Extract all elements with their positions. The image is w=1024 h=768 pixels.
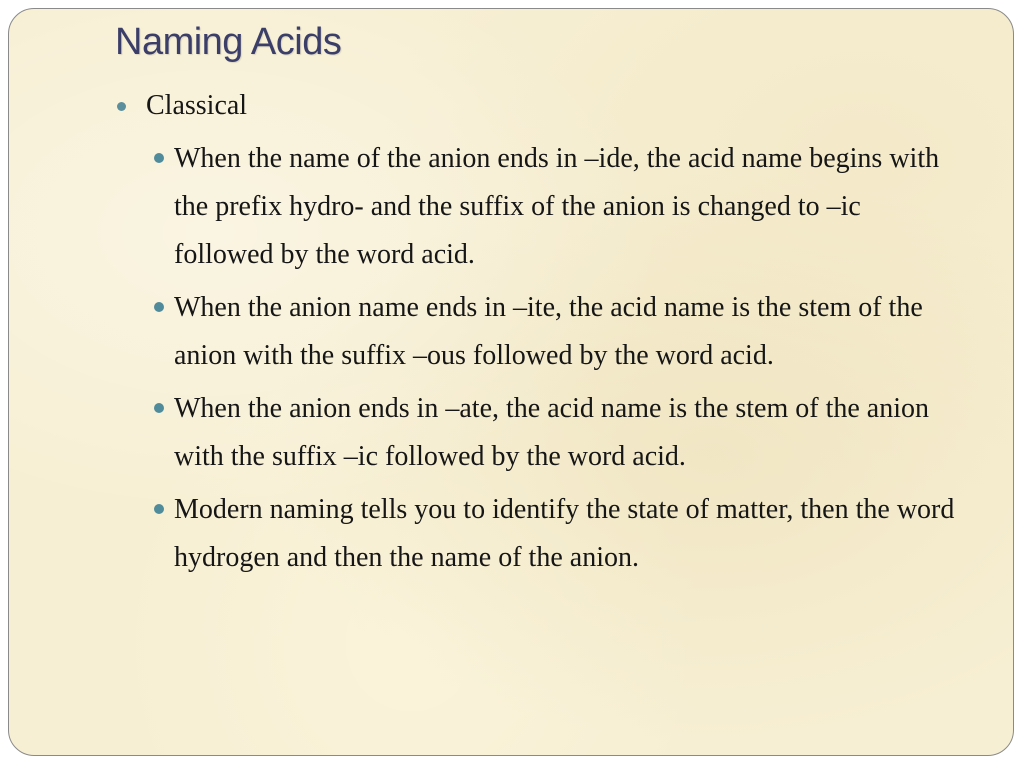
sub-bullet-text: When the anion name ends in –ite, the acid name is the stem of the anion with the suffix –ous followed by the word acid. bbox=[174, 292, 923, 371]
bullet-classical bbox=[117, 89, 977, 123]
sub-bullet-list bbox=[154, 135, 977, 582]
sub-bullet-dot-icon bbox=[154, 504, 164, 514]
sub-bullet-text: When the name of the anion ends in –ide, the acid name begins with the prefix hydro- and the suffix of the anion is changed to –ic followed by the word acid. bbox=[174, 143, 940, 270]
sub-bullet-dot-icon bbox=[154, 153, 164, 163]
sub-bullet-dot-icon bbox=[154, 302, 164, 312]
sub-bullet-text: When the anion ends in –ate, the acid name is the stem of the anion with the suffix –ic followed by the word acid. bbox=[174, 393, 929, 472]
slide-title: Naming Acids bbox=[115, 21, 342, 63]
bullet-dot-icon bbox=[117, 102, 126, 111]
slide-content bbox=[117, 89, 977, 587]
bullet-text: Classical bbox=[146, 90, 248, 121]
sub-bullet-ate bbox=[154, 385, 977, 481]
sub-bullet-ide bbox=[154, 135, 977, 279]
sub-bullet-text: Modern naming tells you to identify the state of matter, then the word hydrogen and then the name of the anion. bbox=[174, 494, 955, 573]
sub-bullet-ite bbox=[154, 284, 977, 380]
slide bbox=[8, 8, 1014, 756]
sub-bullet-modern bbox=[154, 486, 977, 582]
sub-bullet-dot-icon bbox=[154, 403, 164, 413]
